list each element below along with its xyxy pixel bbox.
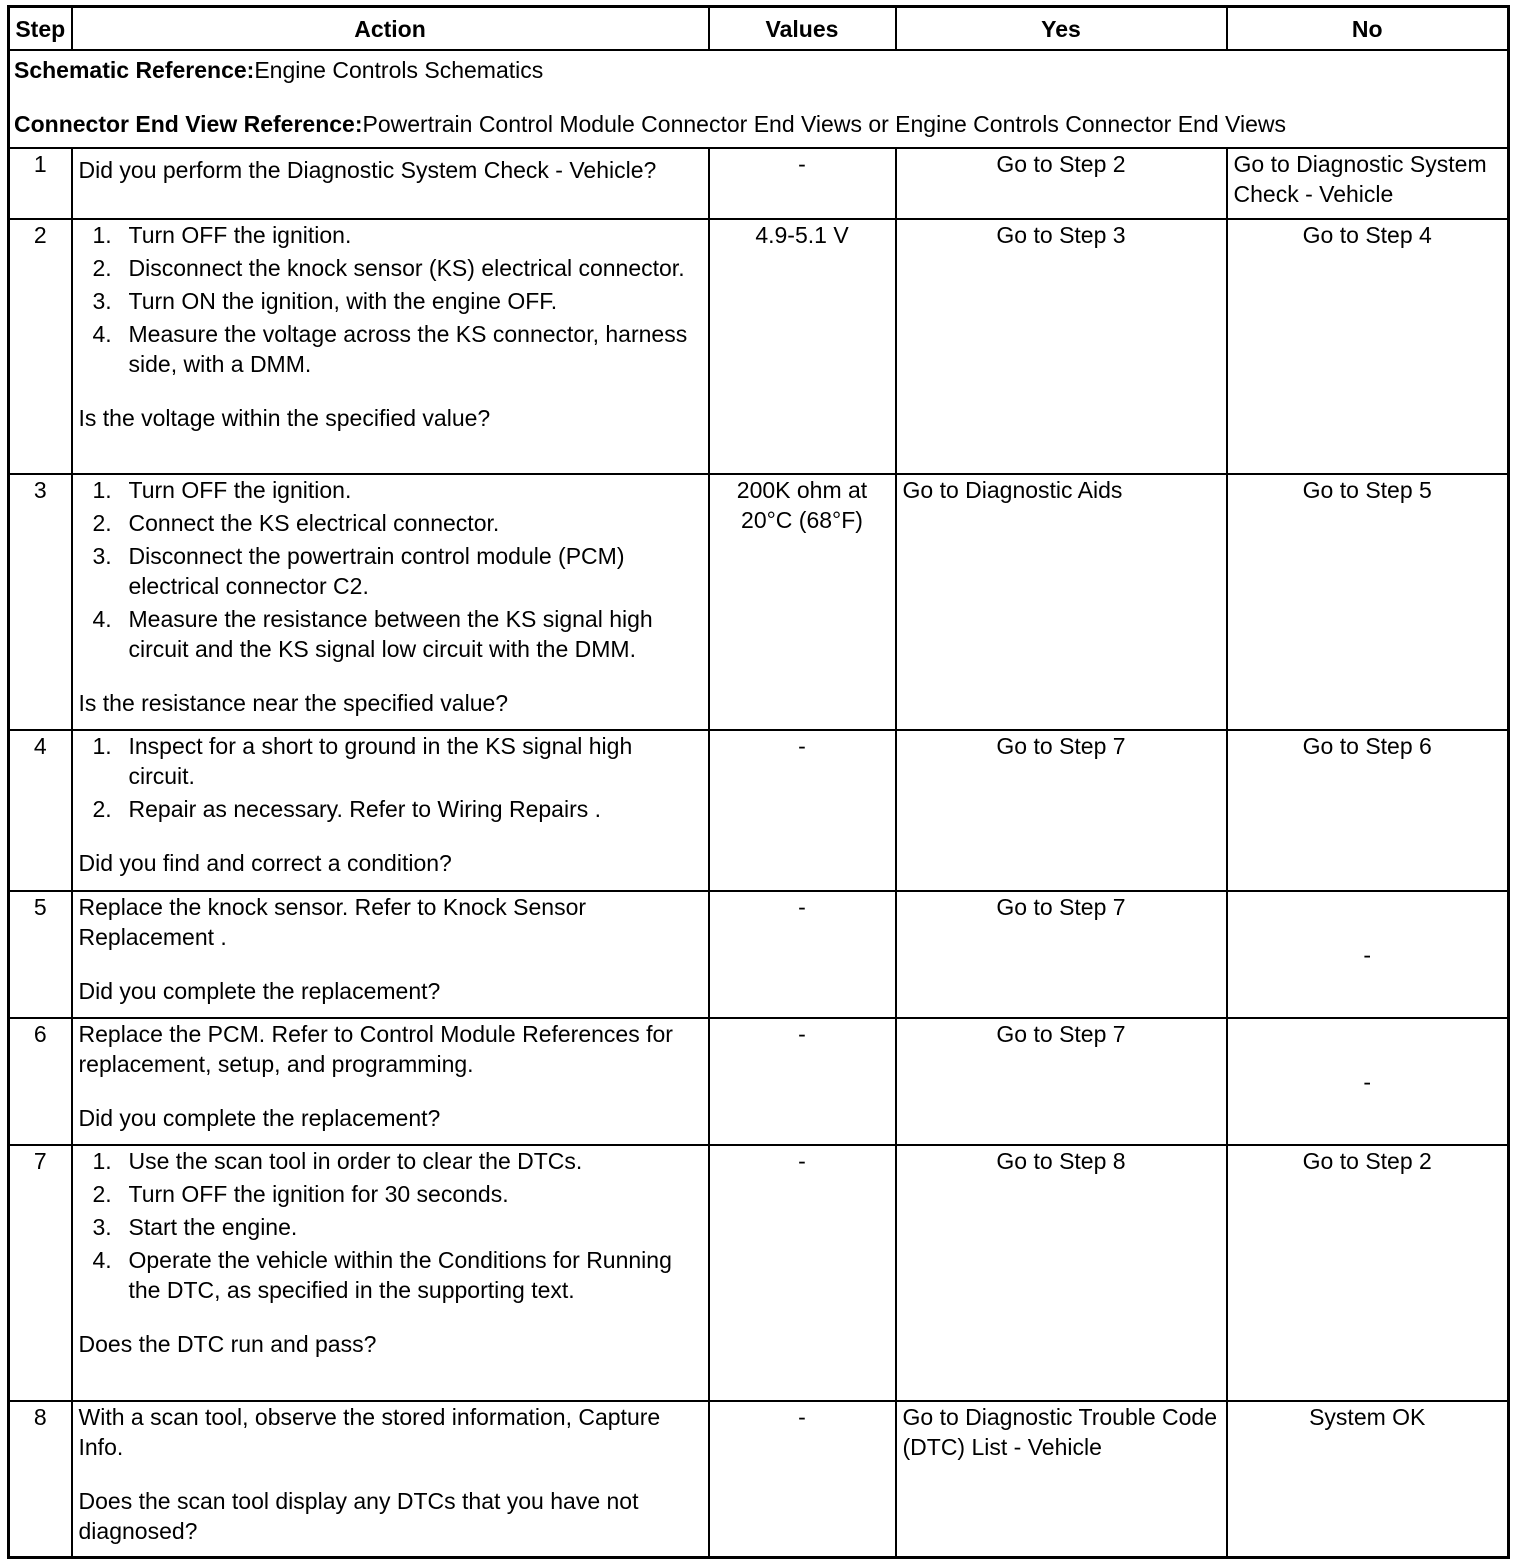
- step-number: 2: [9, 219, 72, 474]
- action-step-text: Turn OFF the ignition for 30 seconds.: [128, 1181, 509, 1207]
- action-cell: [72, 219, 709, 474]
- no-cell: Go to Step 6: [1227, 730, 1509, 891]
- header-no: No: [1227, 7, 1509, 51]
- yes-cell: Go to Step 3: [896, 219, 1227, 474]
- step-number: 4: [9, 730, 72, 891]
- action-step-text: Measure the voltage across the KS connector, harness side, with a DMM.: [128, 321, 688, 377]
- step-number: 6: [9, 1018, 72, 1145]
- table-row: [9, 148, 1509, 219]
- connector-reference-label: Connector End View Reference:: [14, 111, 363, 137]
- action-cell: [72, 891, 709, 1018]
- action-step-item: [79, 1146, 702, 1176]
- action-cell: [72, 730, 709, 891]
- action-step-item: [79, 286, 702, 316]
- schematic-reference: [14, 55, 1503, 85]
- action-step-number: 2.: [92, 255, 112, 281]
- values-cell: -: [709, 891, 896, 1018]
- action-step-number: 1.: [92, 222, 112, 248]
- action-step-item: [79, 794, 702, 824]
- action-step-text: Disconnect the knock sensor (KS) electrical connector.: [128, 255, 685, 281]
- no-cell: Go to Step 5: [1227, 474, 1509, 730]
- no-cell: -: [1227, 1018, 1509, 1145]
- no-cell: Go to Step 4: [1227, 219, 1509, 474]
- step-number: 7: [9, 1145, 72, 1401]
- action-steps-list: [79, 1146, 702, 1305]
- no-cell: Go to Diagnostic System Check - Vehicle: [1227, 148, 1509, 219]
- no-cell: Go to Step 2: [1227, 1145, 1509, 1401]
- action-question: Is the voltage within the specified value?: [78, 405, 491, 431]
- header-values: Values: [709, 7, 896, 51]
- table-row: [9, 730, 1509, 891]
- action-question: Does the scan tool display any DTCs that you have not diagnosed?: [78, 1488, 639, 1544]
- values-cell: -: [709, 148, 896, 219]
- values-cell: -: [709, 1401, 896, 1557]
- action-step-number: 2.: [92, 1181, 112, 1207]
- step-number: 1: [9, 148, 72, 219]
- action-step-number: 1.: [92, 733, 112, 759]
- action-step-item: [79, 731, 702, 791]
- action-step-number: 1.: [92, 477, 112, 503]
- step-number: 3: [9, 474, 72, 730]
- action-question: Did you find and correct a condition?: [78, 850, 452, 876]
- action-step-item: [79, 541, 702, 601]
- action-steps-list: [79, 731, 702, 824]
- table-row: [9, 219, 1509, 474]
- action-step-item: [79, 475, 702, 505]
- no-cell: System OK: [1227, 1401, 1509, 1557]
- action-question: Is the resistance near the specified value?: [78, 690, 509, 716]
- action-step-text: Turn ON the ignition, with the engine OFF.: [128, 288, 558, 314]
- action-step-number: 3.: [92, 543, 112, 569]
- action-step-number: 3.: [92, 288, 112, 314]
- values-cell: 200K ohm at 20°C (68°F): [709, 474, 896, 730]
- action-step-text: Turn OFF the ignition.: [128, 222, 352, 248]
- action-steps-list: [79, 475, 702, 664]
- action-step-number: 2.: [92, 796, 112, 822]
- action-cell: [72, 148, 709, 219]
- action-step-item: [79, 253, 702, 283]
- action-cell: [72, 474, 709, 730]
- action-step-item: [79, 1245, 702, 1305]
- action-step-item: [79, 508, 702, 538]
- action-step-item: [79, 1212, 702, 1242]
- table-row: [9, 1018, 1509, 1145]
- action-step-number: 4.: [92, 1247, 112, 1273]
- values-cell: -: [709, 1018, 896, 1145]
- reference-row: [9, 50, 1509, 148]
- header-row: [9, 7, 1509, 51]
- yes-cell: Go to Diagnostic Aids: [896, 474, 1227, 730]
- action-step-text: Inspect for a short to ground in the KS signal high circuit.: [128, 733, 633, 789]
- action-step-number: 4.: [92, 606, 112, 632]
- action-step-item: [79, 319, 702, 379]
- action-intro: Did you perform the Diagnostic System Check - Vehicle?: [78, 157, 657, 183]
- yes-cell: Go to Step 2: [896, 148, 1227, 219]
- action-step-text: Connect the KS electrical connector.: [128, 510, 500, 536]
- action-question: Did you complete the replacement?: [78, 1105, 441, 1131]
- table-row: [9, 1401, 1509, 1557]
- action-step-number: 3.: [92, 1214, 112, 1240]
- step-number: 8: [9, 1401, 72, 1557]
- action-step-number: 2.: [92, 510, 112, 536]
- action-question: Does the DTC run and pass?: [78, 1331, 377, 1357]
- action-intro: Replace the PCM. Refer to Control Module References for replacement, setup, and programming.: [78, 1021, 673, 1077]
- action-intro: With a scan tool, observe the stored information, Capture Info.: [78, 1404, 661, 1460]
- action-step-text: Turn OFF the ignition.: [128, 477, 352, 503]
- schematic-reference-label: Schematic Reference:: [14, 57, 255, 83]
- action-step-text: Use the scan tool in order to clear the DTCs.: [128, 1148, 583, 1174]
- action-cell: [72, 1401, 709, 1557]
- action-step-item: [79, 1179, 702, 1209]
- schematic-reference-value: Engine Controls Schematics: [254, 57, 544, 83]
- action-intro: Replace the knock sensor. Refer to Knock Sensor Replacement .: [78, 894, 587, 950]
- action-step-text: Measure the resistance between the KS signal high circuit and the KS signal low circuit with the DMM.: [128, 606, 653, 662]
- table-row: [9, 1145, 1509, 1401]
- yes-cell: Go to Step 7: [896, 891, 1227, 1018]
- action-step-text: Start the engine.: [128, 1214, 298, 1240]
- action-cell: [72, 1018, 709, 1145]
- reference-cell: [9, 50, 1509, 148]
- action-step-text: Disconnect the powertrain control module (PCM) electrical connector C2.: [128, 543, 625, 599]
- table-row: [9, 891, 1509, 1018]
- action-step-item: [79, 220, 702, 250]
- header-yes: Yes: [896, 7, 1227, 51]
- action-step-number: 4.: [92, 321, 112, 347]
- yes-cell: Go to Step 7: [896, 730, 1227, 891]
- connector-reference-value: Powertrain Control Module Connector End Views or Engine Controls Connector End Views: [362, 111, 1286, 137]
- action-question: Did you complete the replacement?: [78, 978, 441, 1004]
- values-cell: -: [709, 730, 896, 891]
- yes-cell: Go to Step 7: [896, 1018, 1227, 1145]
- table-row: [9, 474, 1509, 730]
- no-cell: -: [1227, 891, 1509, 1018]
- connector-reference: [14, 109, 1503, 139]
- action-step-number: 1.: [92, 1148, 112, 1174]
- values-cell: -: [709, 1145, 896, 1401]
- action-step-text: Repair as necessary. Refer to Wiring Repairs .: [128, 796, 602, 822]
- step-number: 5: [9, 891, 72, 1018]
- yes-cell: Go to Diagnostic Trouble Code (DTC) List - Vehicle: [896, 1401, 1227, 1557]
- action-step-item: [79, 604, 702, 664]
- diagnostic-table: [7, 5, 1510, 1559]
- header-action: Action: [72, 7, 709, 51]
- action-cell: [72, 1145, 709, 1401]
- values-cell: 4.9-5.1 V: [709, 219, 896, 474]
- action-steps-list: [79, 220, 702, 379]
- action-step-text: Operate the vehicle within the Conditions for Running the DTC, as specified in the supporting text.: [128, 1247, 672, 1303]
- header-step: Step: [9, 7, 72, 51]
- yes-cell: Go to Step 8: [896, 1145, 1227, 1401]
